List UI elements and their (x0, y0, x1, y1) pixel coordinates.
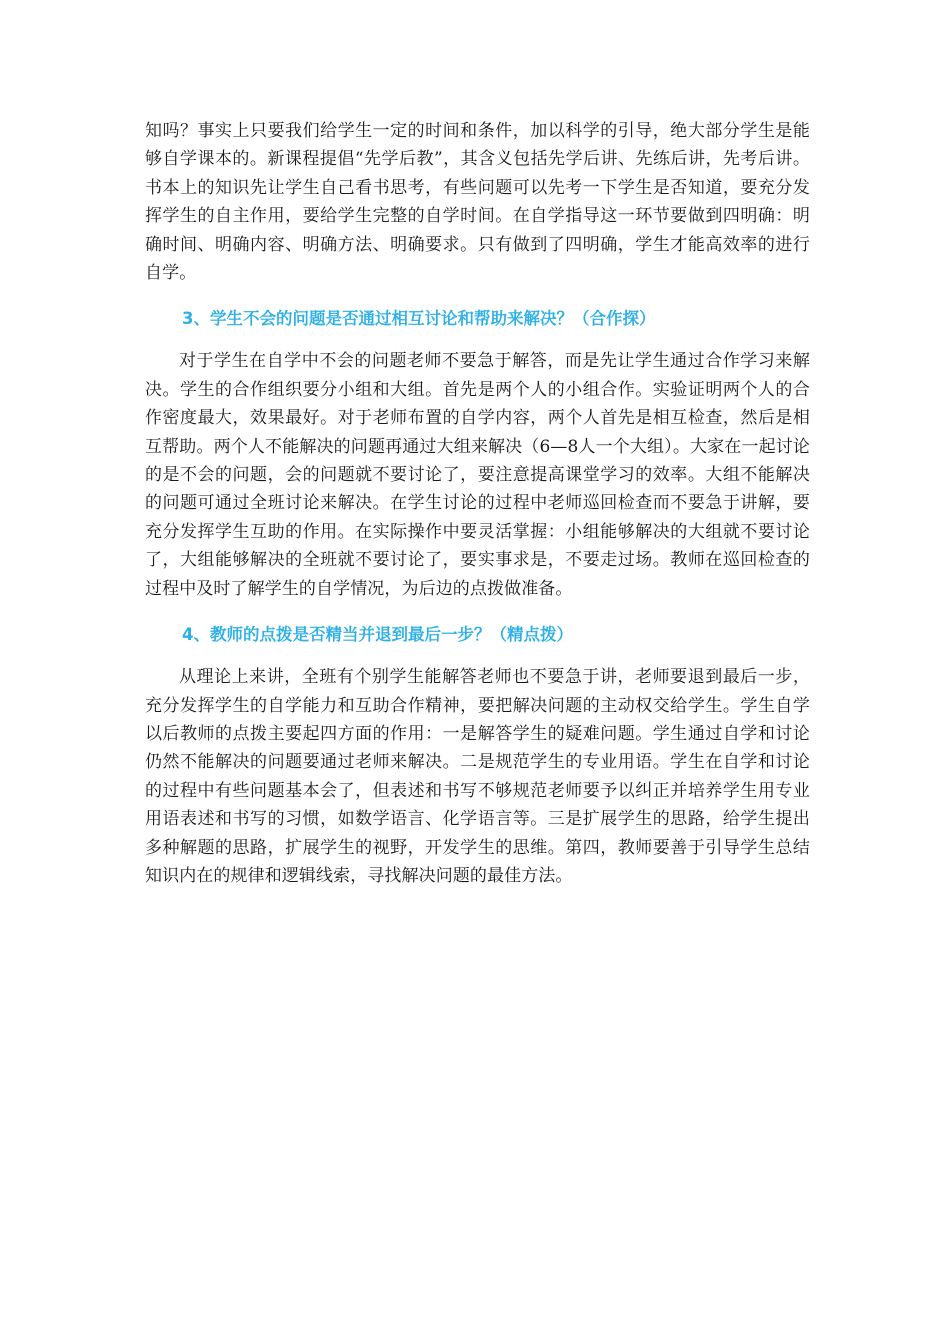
section-4-paragraph: 从理论上来讲，全班有个别学生能解答老师也不要急于讲，老师要退到最后一步，充分发挥学生的自学能力和互助合作精神，要把解决问题的主动权交给学生。学生自学以后教师的点拨主要起四方面的作用：一是解答学生的疑难问题。学生通过自学和讨论仍然不能解决的问题要通过老师来解决。二是规范学生的专业用语。学生在自学和讨论的过程中有些问题基本会了，但表述和书写不够规范老师要予以纠正并培养学生用专业用语表述和书写的习惯，如数学语言、化学语言等。三是扩展学生的思路，给学生提出多种解题的思路，扩展学生的视野，开发学生的思维。第四，教师要善于引导学生总结知识内在的规律和逻辑线索，寻找解决问题的最佳方法。 (145, 667, 810, 886)
document-page (145, 117, 810, 890)
spacer (145, 287, 810, 305)
section-3-heading: 3、学生不会的问题是否通过相互讨论和帮助来解决？（合作探） (182, 309, 656, 329)
section-3-paragraph: 对于学生在自学中不会的问题老师不要急于解答，而是先让学生通过合作学习来解决。学生的合作组织要分小组和大组。首先是两个人的小组合作。实验证明两个人的合作密度最大，效果最好。对于老师布置的自学内容，两个人首先是相互检查，然后是相互帮助。两个人不能解决的问题再通过大组来解决（6—8人一个大组）。大家在一起讨论的是不会的问题，会的问题就不要讨论了，要注意提高课堂学习的效率。大组不能解决的问题可通过全班讨论来解决。在学生讨论的过程中老师巡回检查而不要急于讲解，要充分发挥学生互助的作用。在实际操作中要灵活掌握：小组能够解决的大组就不要讨论了，大组能够解决的全班就不要讨论了，要实事求是，不要走过场。教师在巡回检查的过程中及时了解学生的自学情况，为后边的点拨做准备。 (145, 351, 810, 599)
spacer (145, 649, 810, 663)
spacer (145, 333, 810, 347)
section-4-heading: 4、教师的点拨是否精当并退到最后一步？（精点拨） (182, 625, 573, 645)
intro-paragraph: 知吗？事实上只要我们给学生一定的时间和条件，加以科学的引导，绝大部分学生是能够自学课本的。新课程提倡“先学后教”，其含义包括先学后讲、先练后讲，先考后讲。书本上的知识先让学生自己看书思考，有些问题可以先考一下学生是否知道，要充分发挥学生的自主作用，要给学生完整的自学时间。在自学指导这一环节要做到四明确：明确时间、明确内容、明确方法、明确要求。只有做到了四明确，学生才能高效率的进行自学。 (145, 121, 810, 284)
spacer (145, 603, 810, 621)
